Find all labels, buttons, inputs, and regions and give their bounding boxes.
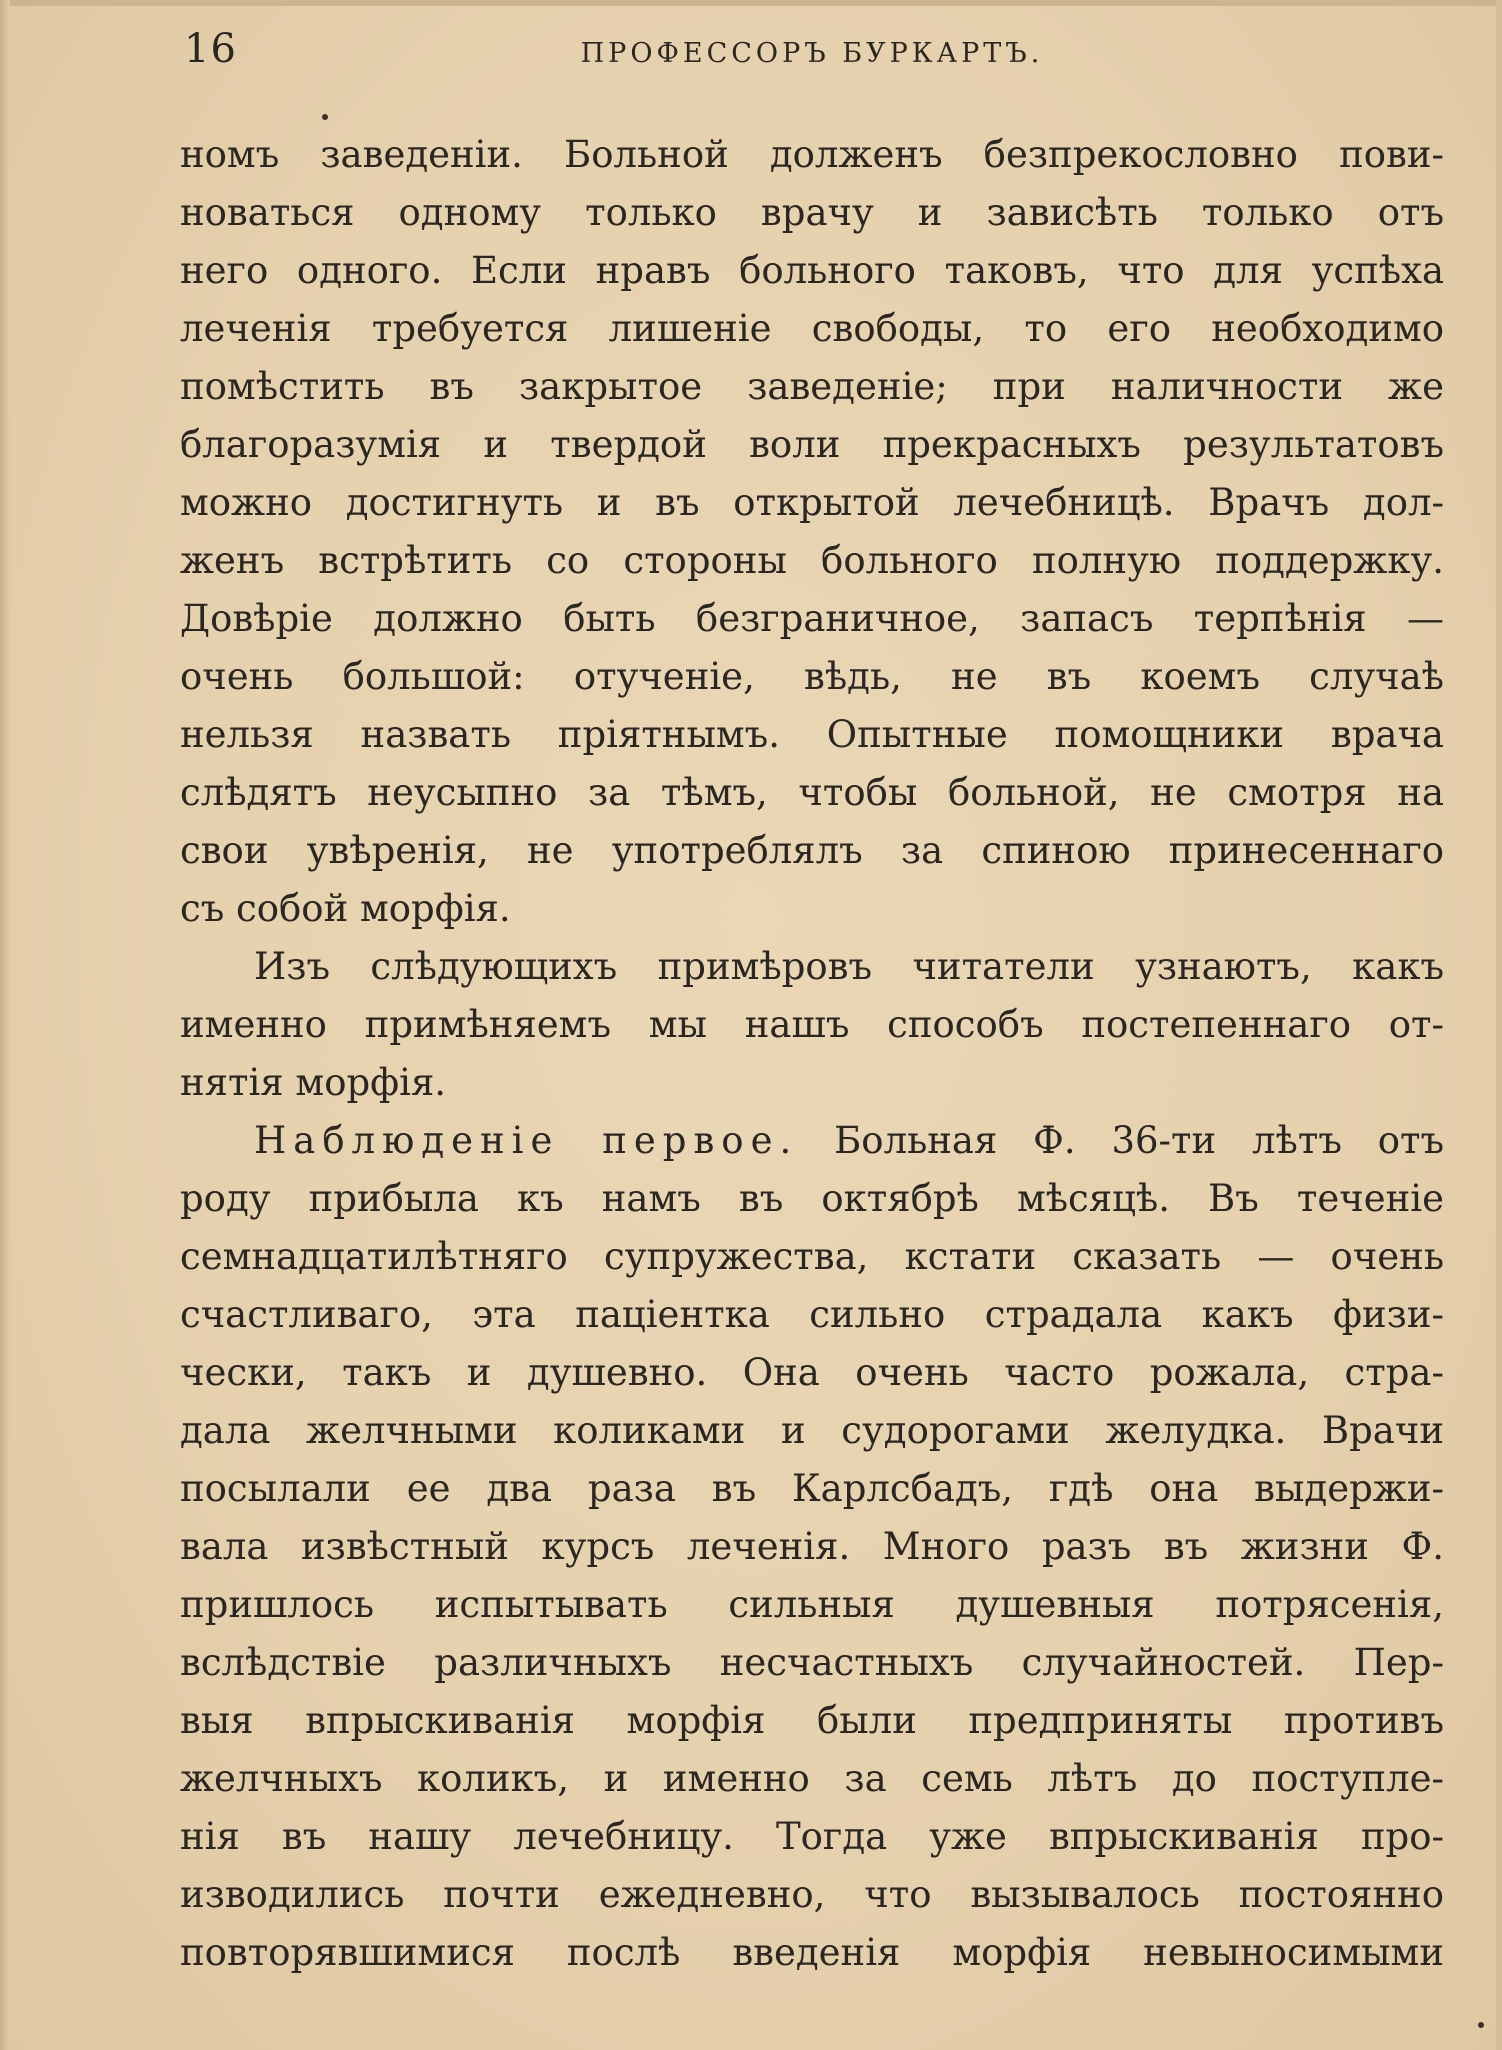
text-line: счастливаго, эта пацiентка сильно страдала какъ физи-: [180, 1293, 1444, 1336]
text-line: пришлось испытывать сильныя душевныя потрясенiя,: [180, 1583, 1444, 1626]
paragraph-1: [180, 126, 1444, 938]
text-line: номъ заведенiи. Больной долженъ безпрекословно пови-: [180, 133, 1444, 176]
text-line: Изъ слѣдующихъ примѣровъ читатели узнаютъ, какъ: [254, 945, 1444, 988]
text-line: можно достигнуть и въ открытой лечебницѣ. Врачъ дол-: [180, 481, 1444, 524]
text-line: именно примѣняемъ мы нашъ способъ постепеннаго от-: [180, 1003, 1444, 1046]
text-line: роду прибыла къ намъ въ октябрѣ мѣсяцѣ. Въ теченiе: [180, 1177, 1444, 1220]
text-line: очень большой: отученiе, вѣдь, не въ коемъ случаѣ: [180, 655, 1444, 698]
page-number: 16: [184, 26, 237, 72]
text-line: вслѣдствiе различныхъ несчастныхъ случайностей. Пер-: [180, 1641, 1444, 1684]
body-text: [180, 126, 1444, 1982]
ink-speck: [322, 114, 328, 120]
text-line: благоразумiя и твердой воли прекрасныхъ результатовъ: [180, 423, 1444, 466]
running-head: ПРОФЕССОРЪ БУРКАРТЪ.: [580, 38, 1044, 69]
text-line: дала желчными коликами и судорогами желудка. Врачи: [180, 1409, 1444, 1452]
page-right-edge: [1496, 0, 1502, 2050]
text-line: вала извѣстный курсъ леченiя. Много разъ въ жизни Ф.: [180, 1525, 1444, 1568]
text-line: помѣстить въ закрытое заведенiе; при наличности же: [180, 365, 1444, 408]
text-line: [180, 1112, 1444, 1170]
text-line: новаться одному только врачу и зависѣть только отъ: [180, 191, 1444, 234]
text-line: нiя въ нашу лечебницу. Тогда уже впрыскиванiя про-: [180, 1815, 1444, 1858]
text-line: повторявшимися послѣ введенiя морфiя невыносимыми: [180, 1931, 1444, 1974]
text-line: желчныхъ коликъ, и именно за семь лѣтъ до поступле-: [180, 1757, 1444, 1800]
page-left-edge: [0, 0, 10, 2050]
text-line: Довѣрiе должно быть безграничное, запасъ терпѣнiя —: [180, 597, 1444, 640]
paragraph-3: [180, 1112, 1444, 1982]
page-top-edge: [0, 0, 1502, 6]
text-line: посылали ее два раза въ Карлсбадъ, гдѣ она выдержи-: [180, 1467, 1444, 1510]
observation-first-line: Больная Ф. 36-ти лѣтъ отъ: [834, 1119, 1444, 1162]
text-line: семнадцатилѣтняго супружества, кстати сказать — очень: [180, 1235, 1444, 1278]
text-line: леченiя требуется лишенiе свободы, то его необходимо: [180, 307, 1444, 350]
observation-heading: Наблюденiе первое.: [254, 1119, 799, 1162]
text-line: нельзя назвать прiятнымъ. Опытные помощники врача: [180, 713, 1444, 756]
text-line: него одного. Если нравъ больного таковъ, что для успѣха: [180, 249, 1444, 292]
text-line: чески, такъ и душевно. Она очень часто рожала, стра-: [180, 1351, 1444, 1394]
ink-speck: [1478, 2022, 1484, 2028]
text-line: съ собой морфiя.: [180, 887, 511, 930]
text-line: свои увѣренiя, не употреблялъ за спиною принесеннаго: [180, 829, 1444, 872]
page-header: [180, 24, 1444, 84]
text-line: женъ встрѣтить со стороны больного полную поддержку.: [180, 539, 1444, 582]
text-line: выя впрыскиванiя морфiя были предприняты противъ: [180, 1699, 1444, 1742]
text-line: нятiя морфiя.: [180, 1061, 447, 1104]
paragraph-2: [180, 938, 1444, 1112]
text-line: слѣдятъ неусыпно за тѣмъ, чтобы больной, не смотря на: [180, 771, 1444, 814]
text-line: изводились почти ежедневно, что вызывалось постоянно: [180, 1873, 1444, 1916]
